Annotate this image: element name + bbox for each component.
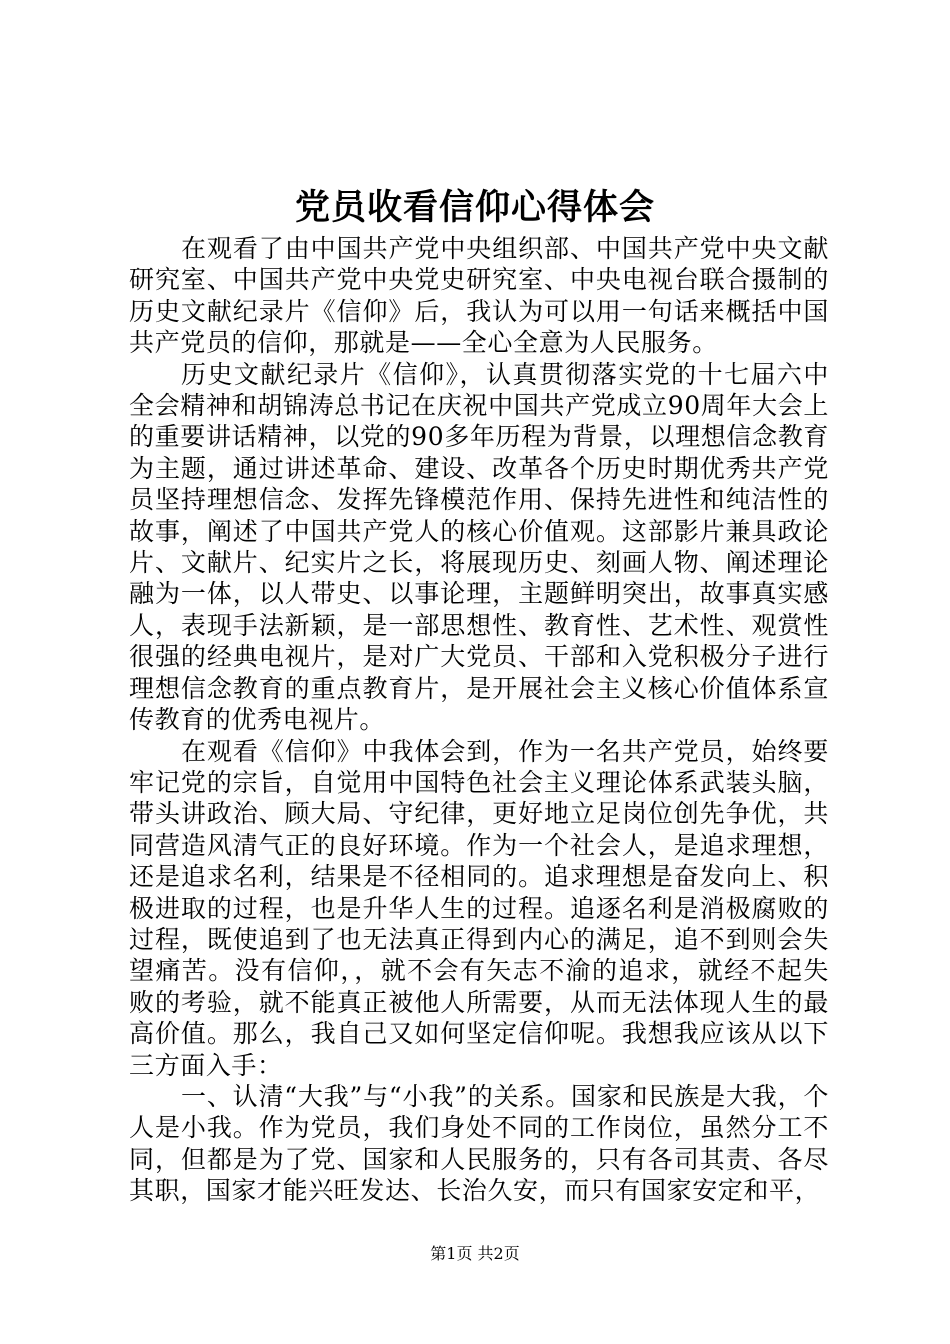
paragraph-4: 一、认清“大我”与“小我”的关系。国家和民族是大我，个人是小我。作为党员，我们身处不同的工作岗位，虽然分工不同，但都是为了党、国家和人民服务的，只有各司其责、各尽其职，国家才能兴旺发达、长治久安，而只有国家安定和平，	[129, 1081, 829, 1206]
document-title: 党员收看信仰心得体会	[294, 187, 655, 228]
paragraph-2: 历史文献纪录片《信仰》，认真贯彻落实党的十七届六中全会精神和胡锦涛总书记在庆祝中国共产党成立90周年大会上的重要讲话精神，以党的90多年历程为背景，以理想信念教育为主题，通过讲述革命、建设、改革各个历史时期优秀共产党员坚持理想信念、发挥先锋模范作用、保持先进性和纯洁性的故事，阐述了中国共产党人的核心价值观。这部影片兼具政论片、文献片、纪实片之长，将展现历史、刻画人物、阐述理论融为一体，以人带史、以事论理，主题鲜明突出，故事真实感人，表现手法新颖，是一部思想性、教育性、艺术性、观赏性很强的经典电视片，是对广大党员、干部和入党积极分子进行理想信念教育的重点教育片，是开展社会主义核心价值体系宣传教育的优秀电视片。	[129, 359, 829, 735]
paragraph-3: 在观看《信仰》中我体会到，作为一名共产党员，始终要牢记党的宗旨，自觉用中国特色社会主义理论体系武装头脑，带头讲政治、顾大局、守纪律，更好地立足岗位创先争优，共同营造风清气正的良好环境。作为一个社会人，是追求理想，还是追求名利，结果是不径相同的。追求理想是奋发向上、积极进取的过程，也是升华人生的过程。追逐名利是消极腐败的过程，既使追到了也无法真正得到内心的满足，追不到则会失望痛苦。没有信仰，，就不会有矢志不渝的追求，就经不起失败的考验，就不能真正被他人所需要，从而无法体现人生的最高价值。那么，我自己又如何坚定信仰呢。我想我应该从以下三方面入手：	[129, 736, 829, 1080]
page-footer: 第1页 共2页	[430, 1244, 520, 1263]
paragraph-1: 在观看了由中国共产党中央组织部、中国共产党中央文献研究室、中国共产党中央党史研究室、中央电视台联合摄制的历史文献纪录片《信仰》后，我认为可以用一句话来概括中国共产党员的信仰，那就是——全心全意为人民服务。	[129, 234, 829, 358]
document-body	[129, 233, 829, 1207]
